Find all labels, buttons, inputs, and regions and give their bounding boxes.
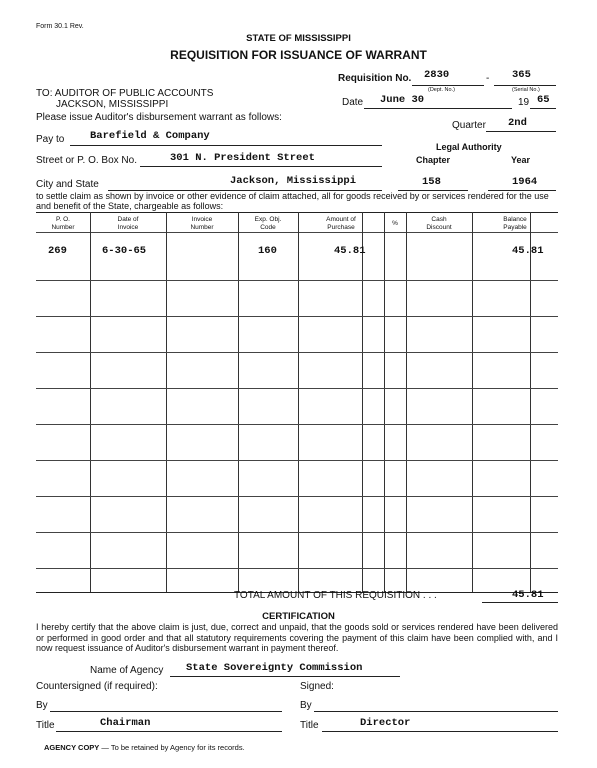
certification-heading: CERTIFICATION (262, 611, 335, 622)
dept-caption: (Dept. No.) (428, 87, 455, 93)
street-line (140, 166, 382, 167)
col-header-percent: % (392, 220, 398, 227)
col-divider (298, 212, 299, 592)
street-label: Street or P. O. Box No. (36, 155, 137, 166)
pay-to-line (70, 145, 382, 146)
serial-no-value: 365 (512, 69, 531, 81)
row-po-number: 269 (48, 245, 67, 257)
by-line-right (314, 711, 558, 712)
to-line2: JACKSON, MISSISSIPPI (56, 99, 169, 110)
agency-line (170, 676, 400, 677)
serial-no-line (494, 85, 556, 86)
agency-copy-label: AGENCY COPY (44, 743, 100, 752)
street-value: 301 N. President Street (170, 152, 315, 164)
row-rule (36, 388, 558, 389)
quarter-label: Quarter (452, 120, 486, 131)
row-balance: 45.81 (512, 245, 544, 257)
form-number: Form 30.1 Rev. (36, 23, 84, 30)
col-divider (530, 212, 531, 592)
date-label: Date (342, 97, 364, 108)
claims-table (36, 212, 558, 592)
by-line-left (50, 711, 282, 712)
pay-to-value: Barefield & Company (90, 130, 210, 142)
year-prefix: 19 (518, 97, 530, 108)
row-rule (36, 460, 558, 461)
requisition-dash: - (486, 73, 490, 84)
date-line (364, 108, 512, 109)
city-label: City and State (36, 179, 99, 190)
signed-label: Signed: (300, 681, 334, 692)
agency-value: State Sovereignty Commission (186, 662, 363, 674)
col-divider (472, 212, 473, 592)
col-header-discount: Cash Discount (426, 216, 452, 231)
col-header-invoice-date: Date of Invoice (117, 216, 139, 231)
dept-no-line (412, 85, 484, 86)
total-line (482, 602, 558, 603)
col-divider (238, 212, 239, 592)
city-value: Jackson, Mississippi (230, 175, 357, 187)
chapter-label: Chapter (416, 155, 451, 165)
title-line-left (56, 731, 282, 732)
row-amount: 45.81 (334, 245, 366, 257)
serial-caption: (Serial No.) (512, 87, 540, 93)
title-value-left: Chairman (100, 717, 151, 729)
col-header-invoice-number: Invoice Number (190, 216, 214, 231)
row-invoice-date: 6-30-65 (102, 245, 147, 257)
row-rule (36, 280, 558, 281)
table-header-border (36, 232, 558, 233)
col-divider (406, 212, 407, 592)
legal-year-value: 1964 (512, 176, 538, 188)
settle-text: to settle claim as shown by invoice or other evidence of claim attached, all for goods received by or services rendered for the use and benefit of the State, chargeable as follows: (36, 191, 549, 211)
col-divider (362, 212, 363, 592)
title-line-right (322, 731, 558, 732)
row-rule (36, 568, 558, 569)
quarter-line (486, 131, 556, 132)
quarter-value: 2nd (508, 117, 527, 129)
col-header-balance: Balance Payable (503, 216, 527, 231)
col-header-po-number: P. O. Number (51, 216, 75, 231)
col-divider (384, 212, 385, 592)
chapter-value: 158 (422, 176, 441, 188)
row-exp-code: 160 (258, 245, 277, 257)
row-rule (36, 352, 558, 353)
table-top-border (36, 212, 558, 213)
row-rule (36, 496, 558, 497)
col-divider (90, 212, 91, 592)
agency-label: Name of Agency (90, 665, 164, 676)
by-label-right: By (300, 700, 312, 711)
year-line (530, 108, 556, 109)
col-divider (166, 212, 167, 592)
to-line1: TO: AUDITOR OF PUBLIC ACCOUNTS (36, 88, 214, 99)
requisition-label: Requisition No. (338, 73, 412, 84)
col-header-amount: Amount of Purchase (326, 216, 356, 231)
certification-text: I hereby certify that the above claim is just, due, correct and unpaid, that the goods sold or services rendered have been delivered or performed in good order and that all statutory requirements covering the payment of this claim have been complied with, and I now request issuance of Auditor's disbursement warrant in payment thereof. (36, 622, 558, 653)
by-label-left: By (36, 700, 48, 711)
agency-copy-note: — To be retained by Agency for its records. (99, 743, 245, 752)
row-rule (36, 532, 558, 533)
form-title: REQUISITION FOR ISSUANCE OF WARRANT (170, 48, 427, 62)
year-value: 65 (537, 94, 550, 106)
row-rule (36, 316, 558, 317)
footer-note (44, 743, 245, 752)
title-label-right: Title (300, 720, 319, 731)
year-label: Year (511, 155, 531, 165)
dept-no-value: 2830 (424, 69, 450, 81)
instruction-text: Please issue Auditor's disbursement warrant as follows: (36, 112, 282, 123)
countersigned-label: Countersigned (if required): (36, 681, 158, 692)
total-value: 45.81 (512, 589, 544, 601)
total-label: TOTAL AMOUNT OF THIS REQUISITION . . . (234, 590, 437, 601)
col-header-exp-code: Exp. Obj. Code (254, 216, 282, 231)
row-rule (36, 424, 558, 425)
date-value: June 30 (380, 94, 425, 106)
legal-authority-title: Legal Authority (436, 142, 502, 152)
title-label-left: Title (36, 720, 55, 731)
state-heading: STATE OF MISSISSIPPI (246, 33, 351, 44)
pay-to-label: Pay to (36, 134, 65, 145)
title-value-right: Director (360, 717, 411, 729)
